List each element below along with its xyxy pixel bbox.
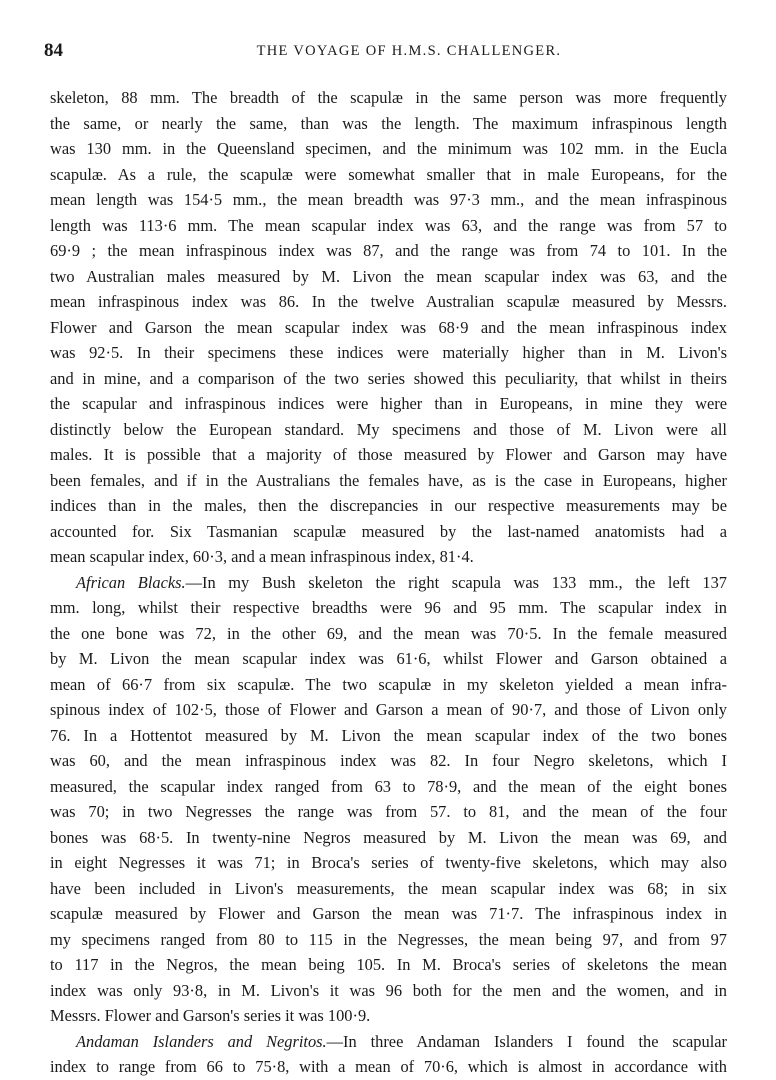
text-line: spinous index of 102·5, those of Flower and Garson a mean of 90·7, and those of Livon only: [50, 700, 727, 719]
text-line: was 60, and the mean infraspinous index was 82. In four Negro skeletons, which I: [50, 751, 727, 770]
text-line: accounted for. Six Tasmanian scapulæ measured by the last-named anatomists had a: [50, 521, 727, 541]
text-line: the scapular and infraspinous indices were higher than in Europeans, in mine they were: [50, 394, 727, 413]
text-line: Messrs. Flower and Garson's series it was 100·9.: [50, 1006, 371, 1025]
paragraph-andaman-islanders: [50, 1029, 727, 1080]
paragraph-african-blacks: [50, 570, 727, 1029]
paragraph-australians: [50, 85, 727, 570]
text-line: mean scapular index, 60·3, and a mean infraspinous index, 81·4.: [50, 547, 474, 566]
text-line: mm. long, whilst their respective breadths were 96 and 95 mm. The scapular index in: [50, 598, 727, 617]
text-run: —In my Bush skeleton the right scapula was 133 mm., the left 137: [185, 572, 727, 592]
text-line: index to range from 66 to 75·8, with a mean of 70·6, which is almost in accordance with: [50, 1057, 727, 1076]
text-line: two Australian males measured by M. Livon the mean scapular index was 63, and the: [50, 266, 727, 286]
text-line: 69·9 ; the mean infraspinous index was 87, and the range was from 74 to 101. In the: [50, 241, 727, 260]
text-line: was 92·5. In their specimens these indices were materially higher than in M. Livon's: [50, 343, 727, 362]
section-subheading: African Blacks.: [76, 572, 186, 592]
text-line: mean length was 154·5 mm., the mean breadth was 97·3 mm., and the mean infraspinous: [50, 190, 727, 209]
text-line: my specimens ranged from 80 to 115 in the Negresses, the mean being 97, and from 97: [50, 929, 727, 949]
text-line: was 130 mm. in the Queensland specimen, and the minimum was 102 mm. in the Eucla: [50, 139, 727, 158]
text-line: scapulæ measured by Flower and Garson the mean was 71·7. The infraspinous index in: [50, 904, 727, 923]
page-number: 84: [44, 40, 63, 61]
text-line: in eight Negresses it was 71; in Broca's series of twenty-five skeletons, which may also: [50, 853, 727, 872]
page-header: [44, 40, 734, 64]
text-line: index was only 93·8, in M. Livon's it was 96 both for the men and the women, and in: [50, 980, 727, 1000]
body-text: [50, 85, 727, 1080]
text-line: was 70; in two Negresses the range was from 57. to 81, and the mean of the four: [50, 802, 727, 821]
text-line: the same, or nearly the same, than was the length. The maximum infraspinous length: [50, 113, 727, 133]
text-line: indices than in the males, then the discrepancies in our respective measurements may be: [50, 496, 727, 515]
text-line: [50, 1029, 727, 1055]
text-line: and in mine, and a comparison of the two series showed this peculiarity, that whilst in theirs: [50, 368, 727, 388]
text-line: bones was 68·5. In twenty-nine Negros measured by M. Livon the mean was 69, and: [50, 827, 727, 847]
text-line: Flower and Garson the mean scapular index was 68·9 and the mean infraspinous index: [50, 317, 727, 337]
text-line: [50, 570, 727, 596]
text-line: the one bone was 72, in the other 69, and the mean was 70·5. In the female measured: [50, 623, 727, 643]
text-line: length was 113·6 mm. The mean scapular index was 63, and the range was from 57 to: [50, 215, 727, 235]
text-run: —In three Andaman Islanders I found the scapular: [326, 1031, 727, 1051]
text-line: mean infraspinous index was 86. In the twelve Australian scapulæ measured by Messrs.: [50, 292, 727, 311]
text-line: scapulæ. As a rule, the scapulæ were somewhat smaller that in male Europeans, for the: [50, 164, 727, 184]
running-title: THE VOYAGE OF H.M.S. CHALLENGER.: [256, 43, 562, 59]
text-line: skeleton, 88 mm. The breadth of the scapulæ in the same person was more frequently: [50, 88, 727, 107]
text-line: males. It is possible that a majority of those measured by Flower and Garson may have: [50, 445, 727, 464]
text-line: 76. In a Hottentot measured by M. Livon the mean scapular index of the two bones: [50, 725, 727, 745]
text-line: measured, the scapular index ranged from 63 to 78·9, and the mean of the eight bones: [50, 776, 727, 796]
text-line: mean of 66·7 from six scapulæ. The two scapulæ in my skeleton yielded a mean infra-: [50, 674, 727, 694]
text-line: by M. Livon the mean scapular index was 61·6, whilst Flower and Garson obtained a: [50, 649, 727, 668]
text-line: have been included in Livon's measurements, the mean scapular index was 68; in six: [50, 878, 727, 898]
text-line: been females, and if in the Australians the females have, as is the case in Europeans, higher: [50, 470, 727, 490]
text-line: distinctly below the European standard. My specimens and those of M. Livon were all: [50, 419, 727, 439]
text-line: to 117 in the Negros, the mean being 105. In M. Broca's series of skeletons the mean: [50, 955, 727, 974]
section-subheading: Andaman Islanders and Negritos.: [76, 1031, 327, 1051]
